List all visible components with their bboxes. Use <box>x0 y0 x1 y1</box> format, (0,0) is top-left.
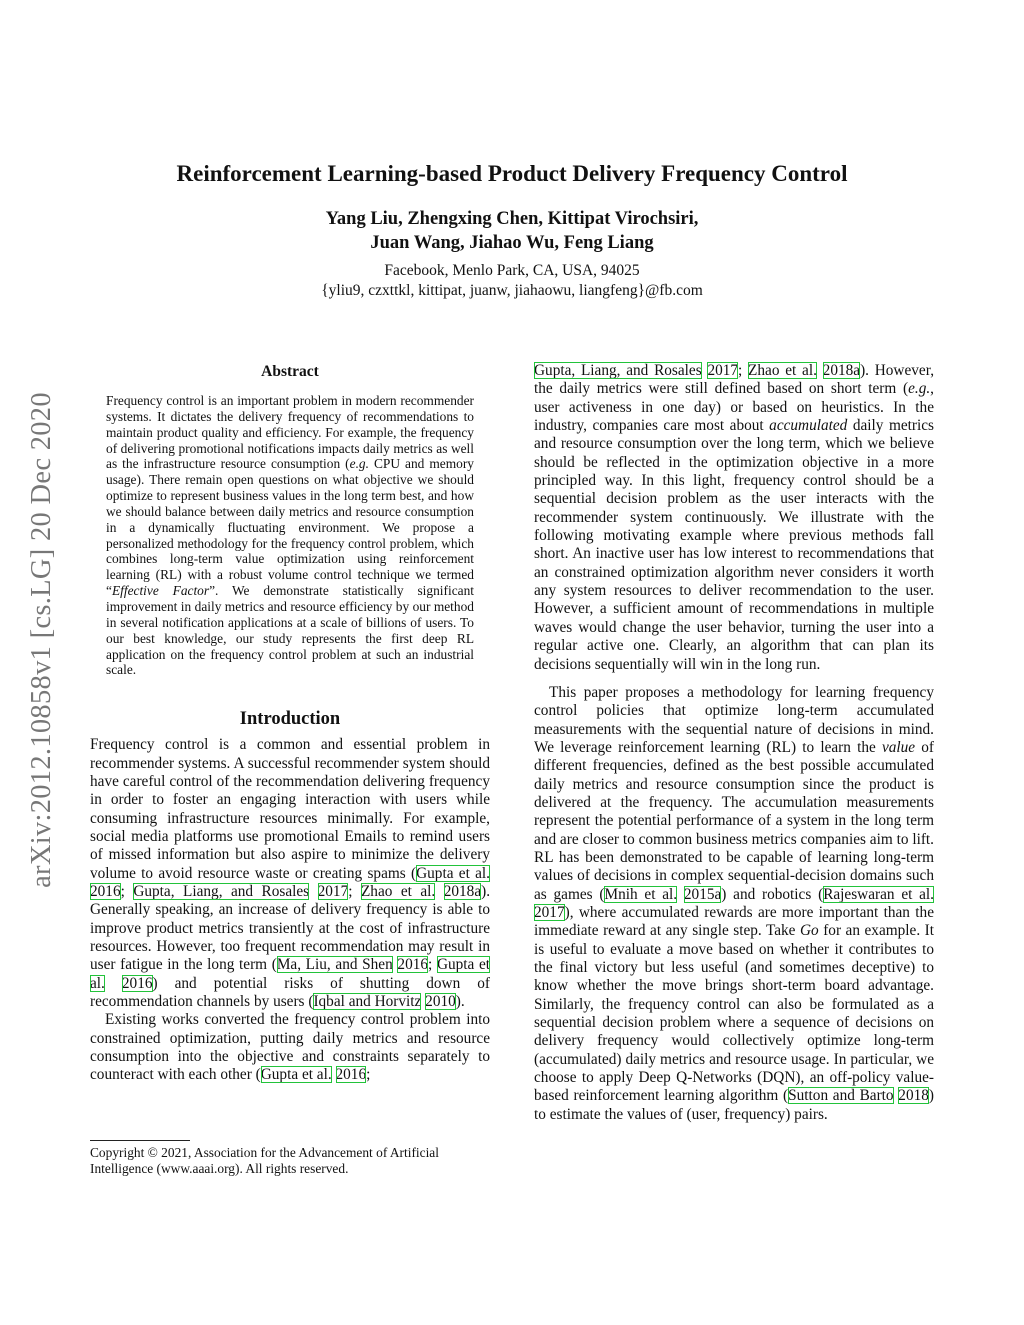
authors-line-2: Juan Wang, Jiahao Wu, Feng Liang <box>370 233 654 253</box>
citation-link[interactable]: Zhao et al. <box>360 882 436 900</box>
citation-link[interactable]: Gupta et al. <box>260 1066 332 1084</box>
copyright-text: Copyright © 2021, Association for the Advancement of Artificial Intelligence (www.aaai.org). All rights reserved. <box>90 1145 439 1176</box>
affiliation-block <box>0 261 1024 301</box>
author-emails: {yliu9, czxttkl, kittipat, juanw, jiahaowu, liangfeng}@fb.com <box>321 282 703 299</box>
citation-link[interactable]: Gupta, Liang, and Rosales <box>534 362 702 379</box>
citation-year-link[interactable]: 2018a <box>443 882 482 900</box>
authors-line-1: Yang Liu, Zhengxing Chen, Kittipat Virochsiri, <box>325 209 699 229</box>
citation-year-link[interactable]: 2010 <box>425 993 456 1010</box>
citation-year-link[interactable]: 2017 <box>317 882 349 900</box>
citation-link[interactable]: Gupta et al. <box>90 956 491 992</box>
citation-link[interactable]: Gupta et al. <box>416 864 490 882</box>
intro-paragraph-2-continued: Gupta, Liang, and Rosales 2017; Zhao et al. 2018a). However, the daily metrics were still defined based on short term (e.g., user activeness in one day) or based on heuristics. In the industry, companies care most about accumulated daily metrics and resource consumption over the long term, which we believe should be reflected in the optimization objective in a more principled way. In this light, frequency control should be a sequential decision problem as the user interacts with the recommender system continuously. We illustrate with the following motivating example where previous methods fall short. An inactive user has low interest to recommendations that an constrained optimization algorithm never considers it worth any system resources to deliver recommendation to the user. However, a sufficient amount of recommendations in multiple waves would change the user behavior, turning the user into a regular active one. Clearly, an algorithm that can plan its decisions sequentially will win in the long run. <box>534 362 935 673</box>
abstract-section <box>90 362 490 678</box>
abstract-text: Frequency control is an important problem in modern recommender systems. It dictates the delivery frequency of recommendations to maintain product quality and efficiency. For example, the frequency of delivering promotional notifications impacts daily metrics as well as the infrastructure resource consumption (e.g. CPU and memory usage). There remain open questions on what objective we should optimize to represent business values in the long term best, and how we should balance between daily metrics and resource consumption in a dynamically fluctuating environment. We propose a personalized methodology for the frequency control problem, which combines long-term value optimization using reinforcement learning (RL) with a robust volume control technique we termed “Effective Factor”. We demonstrate statistically significant improvement in daily metrics and resource efficiency by our method in several notification applications at a scale of billions of users. To our best knowledge, our study represents the first deep RL application on the frequency control problem at such an industrial scale. <box>106 393 474 678</box>
copyright-footnote <box>90 1140 490 1177</box>
citation-year-link[interactable]: 2016 <box>121 974 153 992</box>
citation-link[interactable]: Rajeswaran et al. <box>823 885 935 903</box>
citation-link[interactable]: Iqbal and Horvitz <box>313 993 422 1010</box>
intro-paragraph-2: Existing works converted the frequency control problem into constrained optimization, putting daily metrics and resource consumption into the objective and constraints separately to counteract with each other (Gupta et al. 2016; <box>90 1011 490 1084</box>
affiliation: Facebook, Menlo Park, CA, USA, 94025 <box>384 262 640 279</box>
left-column <box>90 362 490 1085</box>
footnote-rule <box>90 1140 190 1141</box>
citation-year-link[interactable]: 2018 <box>898 1087 929 1105</box>
citation-link[interactable]: Zhao et al. <box>748 362 817 379</box>
citation-year-link[interactable]: 2017 <box>534 903 565 921</box>
citation-link[interactable]: Mnih et al. <box>604 885 678 903</box>
citation-year-link[interactable]: 2017 <box>707 362 739 379</box>
citation-year-link[interactable]: 2016 <box>335 1066 367 1084</box>
citation-link[interactable]: Sutton and Barto <box>788 1087 894 1105</box>
intro-paragraph-1: Frequency control is a common and essential problem in recommender systems. A successful recommender system should have careful control of the recommendation delivering frequency in order to foster an engaging interaction with users while consuming infrastructure resources minimally. For example, social media platforms use promotional Emails to remind users of missed information but also aspire to minimize the delivery volume to avoid resource waste or creating spams (Gupta et al. 2016; Gupta, Liang, and Rosales 2017; Zhao et al. 2018a). Generally speaking, an increase of delivery frequency is able to improve product metrics transiently at the cost of infrastructure resources. However, too frequent recommendation may result in user fatigue in the long term (Ma, Liu, and Shen 2016; Gupta et al. 2016) and potential risks of shutting down of recommendation channels by users (Iqbal and Horvitz 2010). <box>90 736 491 1010</box>
arxiv-identifier: arXiv:2012.10858v1 [cs.LG] 20 Dec 2020 <box>26 392 57 888</box>
paper-header <box>0 158 1024 301</box>
citation-link[interactable]: Gupta, Liang, and Rosales <box>133 882 310 900</box>
citation-year-link[interactable]: 2016 <box>90 882 121 900</box>
introduction-heading: Introduction <box>239 709 341 730</box>
citation-year-link[interactable]: 2015a <box>683 885 722 903</box>
paper-title: Reinforcement Learning-based Product Delivery Frequency Control <box>176 161 848 186</box>
right-column <box>534 362 934 1124</box>
intro-paragraph-3: This paper proposes a methodology for learning frequency control policies that optimize long-term accumulated measurements with the sequential nature of decisions in mind. We leverage reinforcement learning (RL) to learn the value of different frequencies, defined as the best possible accumulated daily metrics and resource consumption since the product is delivered at the frequency. The accumulation measurements represent the potential performance of a system in the long term and are closer to common business metrics companies aim to lift. RL has been demonstrated to be capable of learning long-term values of decisions in complex sequential-decision domains such as games (Mnih et al. 2015a) and robotics (Rajeswaran et al. 2017), where accumulated rewards are more important than the immediate reward at any single step. Take Go for an example. It is useful to evaluate a move based on whether it contributes to the final victory but less useful (and sometimes deceptive) to know whether the move brings short-term board advantage. Similarly, the frequency control can also be formulated as a sequential decision problem where a sequence of decisions on delivery frequency would collectively optimize long-term (accumulated) daily metrics and resource usage. In particular, we choose to apply Deep Q-Networks (DQN), an off-policy value-based reinforcement learning algorithm (Sutton and Barto 2018) to estimate the values of (user, frequency) pairs. <box>534 683 935 1123</box>
citation-link[interactable]: Ma, Liu, and Shen <box>276 956 393 974</box>
abstract-heading: Abstract <box>261 363 319 380</box>
citation-year-link[interactable]: 2016 <box>397 956 429 974</box>
citation-year-link[interactable]: 2018a <box>822 362 861 379</box>
author-list <box>0 207 1024 255</box>
